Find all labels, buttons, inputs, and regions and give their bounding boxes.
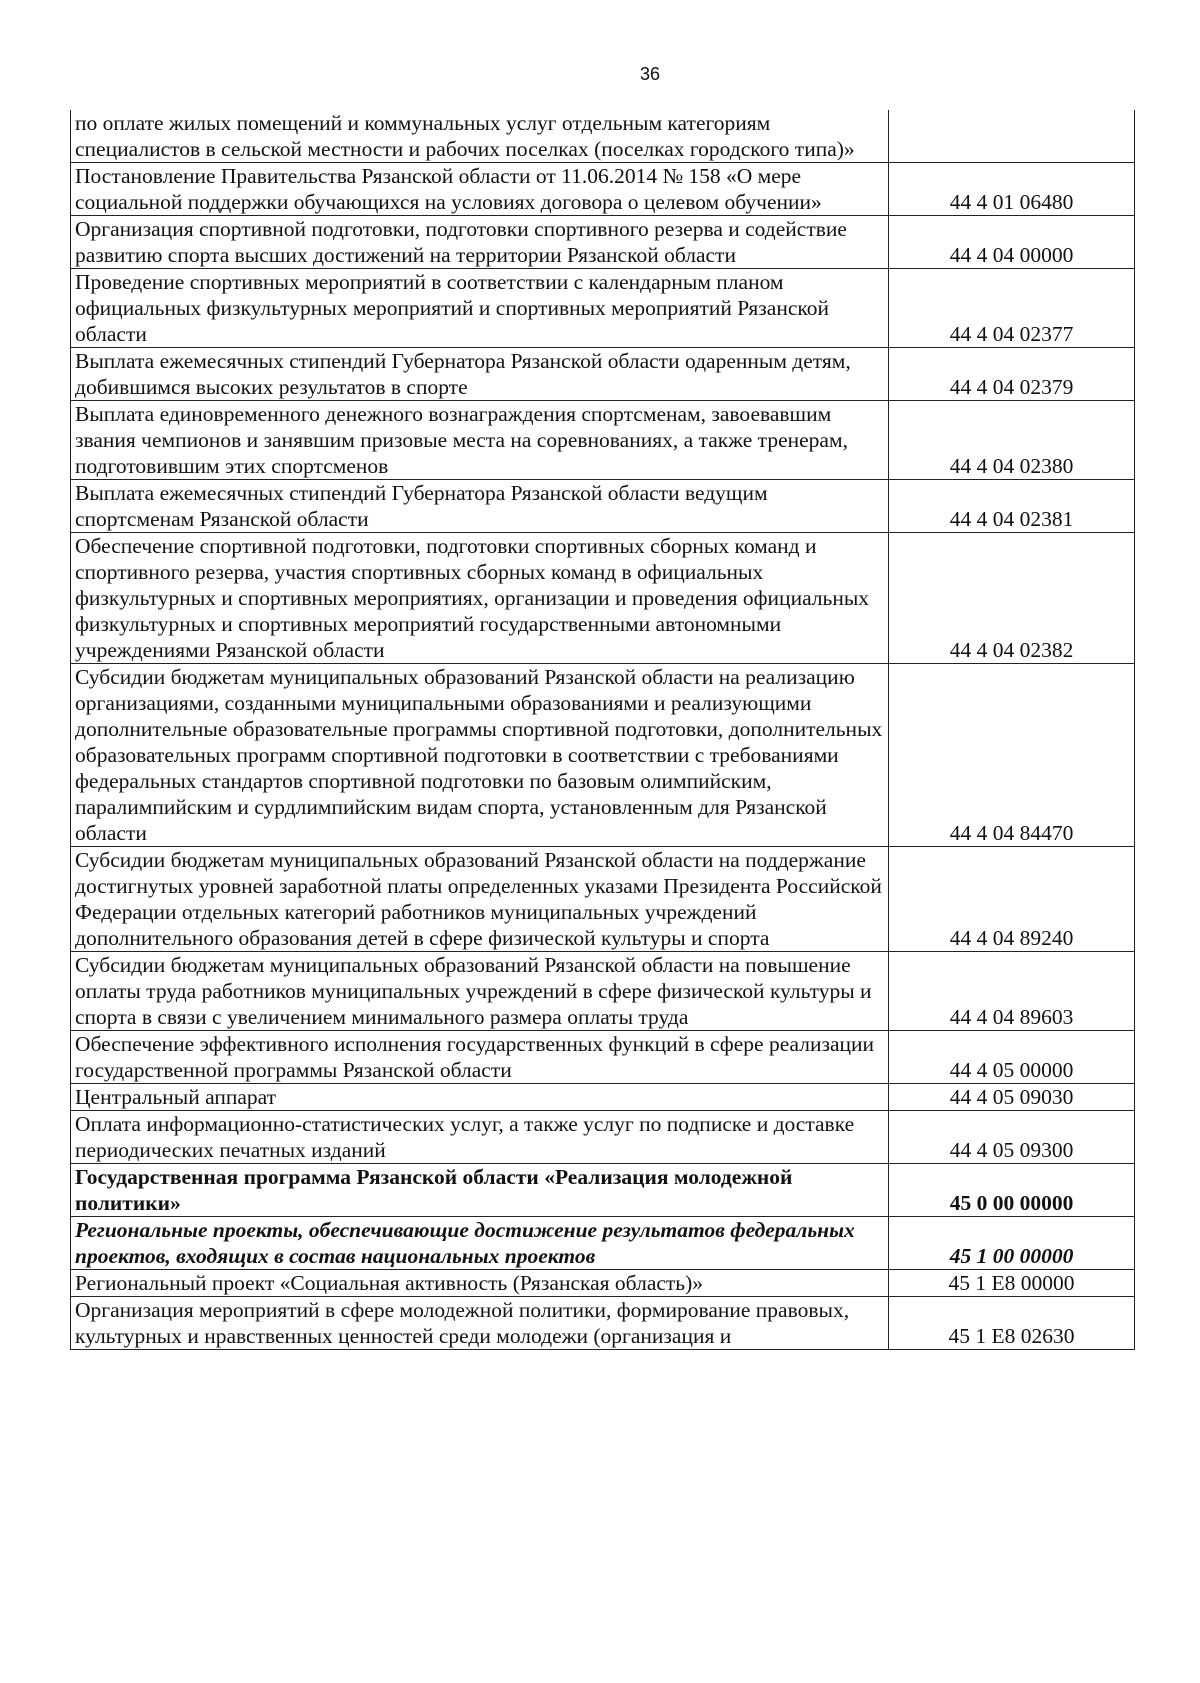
row-description: Выплата ежемесячных стипендий Губернатора Рязанской области ведущим спортсменам Рязанской области <box>71 480 889 533</box>
row-code: 45 1 E8 00000 <box>889 1270 1135 1297</box>
row-code: 44 4 04 02377 <box>889 269 1135 348</box>
row-code: 44 4 05 00000 <box>889 1031 1135 1084</box>
row-description: Организация мероприятий в сфере молодежной политики, формирование правовых, культурных и нравственных ценностей среди молодежи (организация и <box>71 1297 889 1350</box>
row-description: Выплата единовременного денежного вознаграждения спортсменам, завоевавшим звания чемпионов и занявшим призовые места на соревнованиях, а также тренерам, подготовившим этих спортсменов <box>71 401 889 480</box>
row-description: Организация спортивной подготовки, подготовки спортивного резерва и содействие развитию спорта высших достижений на территории Рязанской области <box>71 216 889 269</box>
row-code: 44 4 01 06480 <box>889 163 1135 216</box>
table-row <box>71 1084 1135 1111</box>
table-row <box>71 401 1135 480</box>
row-code: 45 1 00 00000 <box>889 1217 1135 1270</box>
row-description: Субсидии бюджетам муниципальных образований Рязанской области на поддержание достигнутых уровней заработной платы определенных указами Президента Российской Федерации отдельных категорий работников муниципальных учреждений дополнительного образования детей в сфере физической культуры и спорта <box>71 847 889 952</box>
row-code: 45 0 00 00000 <box>889 1164 1135 1217</box>
row-code: 44 4 04 89603 <box>889 952 1135 1031</box>
table-row <box>71 348 1135 401</box>
table-row <box>71 480 1135 533</box>
row-code: 44 4 04 02381 <box>889 480 1135 533</box>
budget-classification-table <box>70 110 1135 1350</box>
row-code: 44 4 04 00000 <box>889 216 1135 269</box>
table-row <box>71 1031 1135 1084</box>
row-description: Обеспечение эффективного исполнения государственных функций в сфере реализации государственной программы Рязанской области <box>71 1031 889 1084</box>
table-row <box>71 847 1135 952</box>
table-row <box>71 269 1135 348</box>
table-row <box>71 1270 1135 1297</box>
row-code: 44 4 05 09030 <box>889 1084 1135 1111</box>
table-row <box>71 1297 1135 1350</box>
row-code: 44 4 04 02380 <box>889 401 1135 480</box>
table-row <box>71 533 1135 664</box>
row-description: Государственная программа Рязанской области «Реализация молодежной политики» <box>71 1164 889 1217</box>
row-description: Центральный аппарат <box>71 1084 889 1111</box>
table-row <box>71 1111 1135 1164</box>
table-row <box>71 952 1135 1031</box>
table-row-regional-projects <box>71 1217 1135 1270</box>
row-description: Региональный проект «Социальная активность (Рязанская область)» <box>71 1270 889 1297</box>
row-description: Субсидии бюджетам муниципальных образований Рязанской области на повышение оплаты труда работников муниципальных учреждений в сфере физической культуры и спорта в связи с увеличением минимального размера оплаты труда <box>71 952 889 1031</box>
row-description: Постановление Правительства Рязанской области от 11.06.2014 № 158 «О мере социальной поддержки обучающихся на условиях договора о целевом обучении» <box>71 163 889 216</box>
table-row <box>71 110 1135 163</box>
page-number: 36 <box>639 64 661 84</box>
row-code: 45 1 E8 02630 <box>889 1297 1135 1350</box>
row-description: по оплате жилых помещений и коммунальных услуг отдельным категориям специалистов в сельской местности и рабочих поселках (поселках городского типа)» <box>71 110 889 163</box>
row-description: Региональные проекты, обеспечивающие достижение результатов федеральных проектов, входящих в состав национальных проектов <box>71 1217 889 1270</box>
row-code <box>889 110 1135 163</box>
row-description: Оплата информационно-статистических услуг, а также услуг по подписке и доставке периодических печатных изданий <box>71 1111 889 1164</box>
row-code: 44 4 04 02382 <box>889 533 1135 664</box>
row-description: Субсидии бюджетам муниципальных образований Рязанской области на реализацию организациями, созданными муниципальными образованиями и реализующими дополнительные образовательные программы спортивной подготовки, дополнительных образовательных программ спортивной подготовки в соответствии с требованиями федеральных стандартов спортивной подготовки по базовым олимпийским, паралимпийским и сурдлимпийским видам спорта, установленным для Рязанской области <box>71 664 889 847</box>
row-description: Выплата ежемесячных стипендий Губернатора Рязанской области одаренным детям, добившимся высоких результатов в спорте <box>71 348 889 401</box>
row-code: 44 4 05 09300 <box>889 1111 1135 1164</box>
table-row <box>71 163 1135 216</box>
row-code: 44 4 04 89240 <box>889 847 1135 952</box>
row-code: 44 4 04 02379 <box>889 348 1135 401</box>
row-code: 44 4 04 84470 <box>889 664 1135 847</box>
table-row <box>71 664 1135 847</box>
table-row-program <box>71 1164 1135 1217</box>
row-description: Проведение спортивных мероприятий в соответствии с календарным планом официальных физкультурных мероприятий и спортивных мероприятий Рязанской области <box>71 269 889 348</box>
row-description: Обеспечение спортивной подготовки, подготовки спортивных сборных команд и спортивного резерва, участия спортивных сборных команд в официальных физкультурных и спортивных мероприятиях, организации и проведения официальных физкультурных и спортивных мероприятий государственными автономными учреждениями Рязанской области <box>71 533 889 664</box>
table-row <box>71 216 1135 269</box>
